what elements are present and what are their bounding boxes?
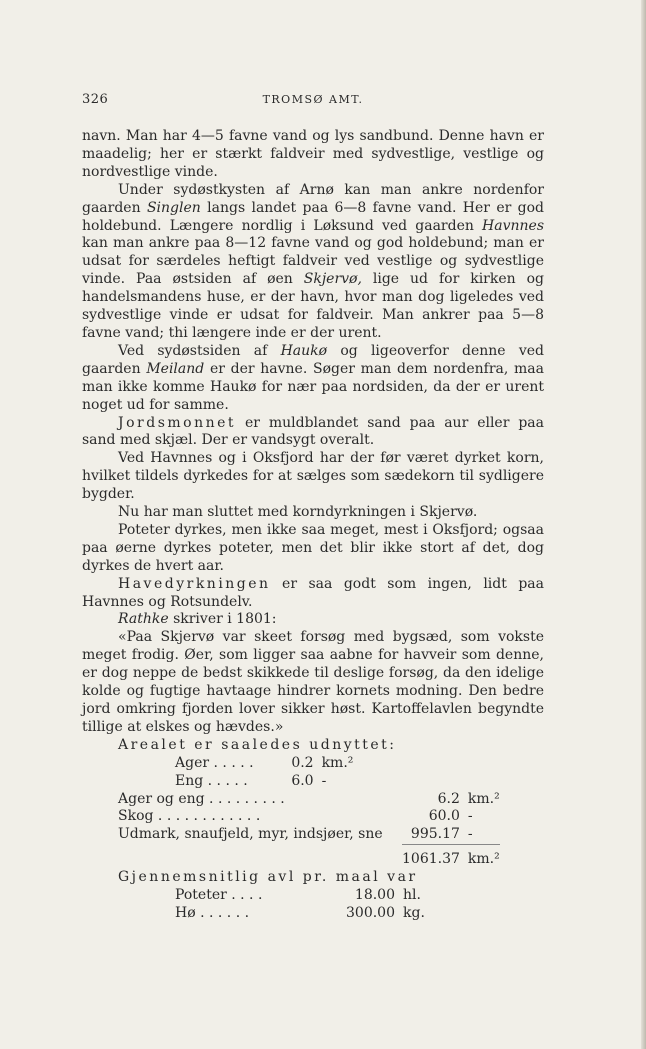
table-row xyxy=(175,773,353,791)
running-title: TROMSØ AMT. xyxy=(262,93,364,106)
row-label: Ager . . . . . xyxy=(175,754,254,771)
areal-table-sub xyxy=(175,755,353,791)
total-unit: km.² xyxy=(460,845,500,869)
table-row xyxy=(175,905,425,923)
spaced-term-arealet: Arealet er saaledes udnyttet xyxy=(118,736,390,753)
row-value: 6.2 xyxy=(437,790,460,807)
row-label: Ager og eng . . . . . . . . . xyxy=(118,790,285,807)
paragraph-havedyrkning xyxy=(82,576,544,612)
row-unit: km.² xyxy=(321,754,354,771)
page-edge xyxy=(641,0,646,1049)
table-row xyxy=(118,826,500,844)
paragraph-hauko xyxy=(82,343,544,415)
text-run: er saa godt som ingen, lidt paa Havnnes og Rotsundelv. xyxy=(82,575,544,610)
text-run: : xyxy=(389,736,395,753)
row-unit: hl. xyxy=(403,887,421,904)
text-run: langs landet paa 6—8 favne vand. Her er god holdebund. Længere nordlig i Løksund ved gaarden xyxy=(82,199,545,234)
table-row xyxy=(175,887,425,905)
paragraph-korndyrkning: Nu har man sluttet med korndyrkningen i Skjervø. xyxy=(118,504,478,521)
spaced-term-havedyrkningen: Havedyrkningen xyxy=(118,575,271,592)
paragraph-jordsmonnet xyxy=(82,415,544,451)
paragraph-harbor-depth: navn. Man har 4—5 favne vand og lys sandbund. Denne havn er maadelig; her er stærkt faldveir med sydvestlige, vestlige og nordvestlige vinde. xyxy=(82,128,544,180)
table-row xyxy=(118,808,500,826)
row-unit: kg. xyxy=(403,904,425,921)
paragraph-anchoring xyxy=(82,182,544,343)
page-body xyxy=(82,128,544,923)
place-name-singlen: Singlen xyxy=(146,199,201,216)
place-name-havnnes: Havnnes xyxy=(482,217,544,234)
table-row xyxy=(175,755,353,773)
areal-heading xyxy=(82,737,544,755)
row-value: 0.2 xyxy=(291,754,314,771)
row-label: Eng . . . . . xyxy=(175,772,248,789)
table-row-total xyxy=(118,845,500,869)
spaced-term-gjennemsnitlig: Gjennemsnitlig avl pr. maal var xyxy=(118,869,418,886)
spaced-term-jordsmonnet: Jordsmonnet xyxy=(118,414,237,431)
avl-heading xyxy=(118,869,544,887)
page-number: 326 xyxy=(82,92,109,107)
row-unit: - xyxy=(467,808,473,825)
total-spacer xyxy=(118,845,402,869)
text-run: Ved sydøstsiden af xyxy=(118,342,281,359)
table-row xyxy=(118,791,500,809)
place-name-meiland: Meiland xyxy=(146,360,205,377)
text-run: Under sydøstkysten af Arnø kan man ankre nordenfor gaarden xyxy=(82,181,544,216)
place-name-hauko: Haukø xyxy=(280,342,328,359)
paragraph-korn: Ved Havnnes og i Oksfjord har der før været dyrket korn, hvilket tildels dyrkedes for at sælges som sædekorn til sydligere bygder. xyxy=(82,450,544,503)
text-run: er der havne. Søger man dem nordenfra, maa man ikke komme Haukø for nær paa nordsiden, da der er urent noget ud for samme. xyxy=(82,360,544,413)
text-run: skriver i 1801: xyxy=(168,611,277,628)
row-value: 18.00 xyxy=(354,887,395,904)
row-unit: - xyxy=(321,772,327,789)
row-value: 995.17 xyxy=(410,826,460,843)
row-unit: km.² xyxy=(467,790,500,807)
text-run: og ligeoverfor denne ved gaarden xyxy=(82,342,545,377)
avl-table xyxy=(175,887,425,923)
row-value: 6.0 xyxy=(291,772,314,789)
author-rathke: Rathke xyxy=(118,611,169,628)
paragraph-quote: «Paa Skjervø var skeet forsøg med bygsæd, som vokste meget frodig. Øer, som ligger saa aabne for havveir som denne, er dog neppe de bedst skikkede til deslige forsøg, da den idelige kolde og fugtige havtaage hindrer kornets modning. Den bedre jord omkring fjorden lover sikker høst. Kartoffelavlen begyndte tillige at elskes og hævdes.» xyxy=(82,629,544,735)
paragraph-poteter: Poteter dyrkes, men ikke saa meget, mest i Oksfjord; ogsaa paa øerne dyrkes poteter, men det blir ikke stort af det, dog dyrkes de hvert aar. xyxy=(82,521,544,574)
row-unit: - xyxy=(467,826,473,843)
row-label: Skog . . . . . . . . . . . . xyxy=(118,808,261,825)
page-header xyxy=(82,92,544,110)
row-label: Udmark, snaufjeld, myr, indsjøer, sne xyxy=(118,826,383,843)
areal-table xyxy=(118,791,500,870)
text-run: kan man ankre paa 8—12 favne vand og god holdebund; man er udsat for særdeles heftigt faldveir ved vestlige og sydvestlige vinde. Paa østsiden af øen xyxy=(82,235,544,288)
text-run: er muldblandet sand paa aur eller paa sand med skjæl. Der er vandsygt overalt. xyxy=(82,414,544,449)
place-name-skjervo: Skjervø, xyxy=(303,271,362,288)
row-label: Poteter . . . . xyxy=(175,887,263,904)
row-value: 60.0 xyxy=(428,808,460,825)
text-run: lige ud for kirken og handelsmandens huse, er der havn, hvor man dog ligeledes ved sydvestlige vinde er udsat for faldveir. Man ankrer paa 5—8 favne vand; thi længere inde er der urent. xyxy=(82,271,544,341)
paragraph-rathke xyxy=(82,611,544,629)
row-value: 300.00 xyxy=(346,904,395,921)
row-label: Hø . . . . . . xyxy=(175,904,250,921)
total-value: 1061.37 xyxy=(402,845,460,869)
